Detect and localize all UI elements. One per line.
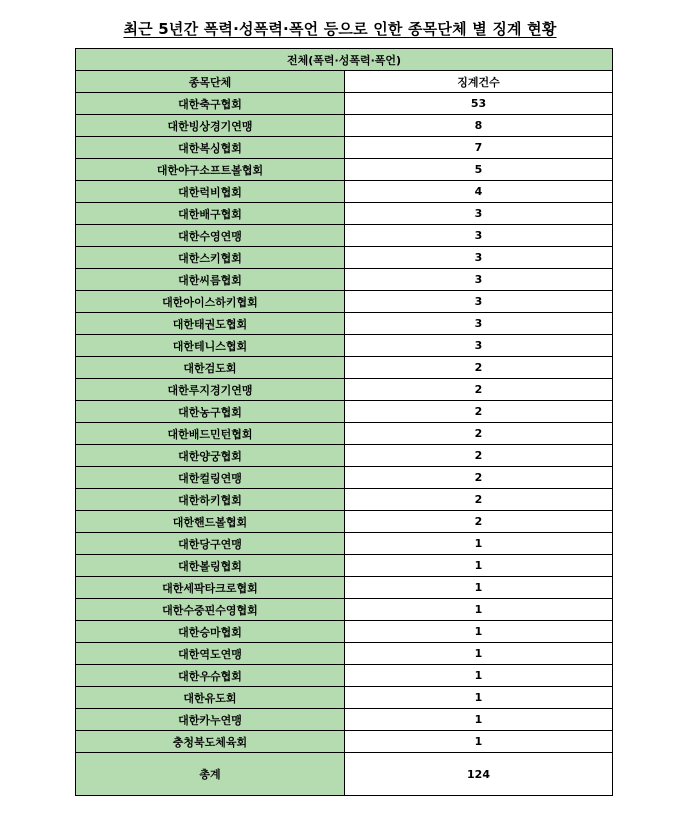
count-cell: 3: [345, 225, 613, 247]
org-cell: 대한컬링연맹: [76, 467, 345, 489]
org-cell: 대한빙상경기연맹: [76, 115, 345, 137]
page-title: [0, 18, 680, 39]
org-cell: 대한승마협회: [76, 621, 345, 643]
count-cell: 3: [345, 247, 613, 269]
table-row: [76, 269, 613, 291]
table-row: [76, 203, 613, 225]
table-row: [76, 357, 613, 379]
table-row: [76, 247, 613, 269]
section-header-row: [76, 49, 613, 71]
org-cell: 대한세팍타크로협회: [76, 577, 345, 599]
total-row: [76, 753, 613, 796]
count-cell: 3: [345, 335, 613, 357]
table-row: [76, 137, 613, 159]
count-cell: 1: [345, 643, 613, 665]
org-cell: 대한농구협회: [76, 401, 345, 423]
column-header-org: 종목단체: [76, 71, 345, 93]
count-cell: 1: [345, 621, 613, 643]
count-cell: 1: [345, 665, 613, 687]
org-cell: 대한카누연맹: [76, 709, 345, 731]
table-row: [76, 555, 613, 577]
count-cell: 3: [345, 291, 613, 313]
total-value: 124: [345, 753, 613, 796]
org-cell: 대한복싱협회: [76, 137, 345, 159]
org-cell: 대한양궁협회: [76, 445, 345, 467]
page-title-text: 최근 5년간 폭력·성폭력·폭언 등으로 인한 종목단체 별 징계 현황: [123, 20, 557, 38]
org-cell: 대한유도회: [76, 687, 345, 709]
count-cell: 1: [345, 687, 613, 709]
section-header: 전체(폭력·성폭력·폭언): [76, 49, 613, 71]
total-label: 총계: [76, 753, 345, 796]
table-row: [76, 467, 613, 489]
count-cell: 1: [345, 709, 613, 731]
table-row: [76, 599, 613, 621]
org-cell: 대한수영연맹: [76, 225, 345, 247]
count-cell: 5: [345, 159, 613, 181]
count-cell: 53: [345, 93, 613, 115]
org-cell: 대한럭비협회: [76, 181, 345, 203]
org-cell: 대한아이스하키협회: [76, 291, 345, 313]
count-cell: 7: [345, 137, 613, 159]
count-cell: 2: [345, 445, 613, 467]
count-cell: 1: [345, 599, 613, 621]
count-cell: 3: [345, 313, 613, 335]
count-cell: 2: [345, 467, 613, 489]
table-row: [76, 401, 613, 423]
table-row: [76, 115, 613, 137]
count-cell: 3: [345, 269, 613, 291]
count-cell: 2: [345, 379, 613, 401]
org-cell: 대한수중핀수영협회: [76, 599, 345, 621]
org-cell: 대한배드민턴협회: [76, 423, 345, 445]
count-cell: 3: [345, 203, 613, 225]
table-row: [76, 511, 613, 533]
count-cell: 1: [345, 731, 613, 753]
count-cell: 2: [345, 423, 613, 445]
count-cell: 2: [345, 357, 613, 379]
table-row: [76, 445, 613, 467]
org-cell: 대한핸드볼협회: [76, 511, 345, 533]
count-cell: 2: [345, 401, 613, 423]
org-cell: 대한스키협회: [76, 247, 345, 269]
org-cell: 대한검도회: [76, 357, 345, 379]
table-row: [76, 225, 613, 247]
table-row: [76, 159, 613, 181]
count-cell: 1: [345, 533, 613, 555]
column-header-count: 징계건수: [345, 71, 613, 93]
table-row: [76, 93, 613, 115]
table-row: [76, 181, 613, 203]
org-cell: 대한태권도협회: [76, 313, 345, 335]
table-row: [76, 577, 613, 599]
count-cell: 2: [345, 489, 613, 511]
org-cell: 대한배구협회: [76, 203, 345, 225]
discipline-table: [75, 48, 613, 796]
table-row: [76, 533, 613, 555]
count-cell: 1: [345, 555, 613, 577]
table-row: [76, 643, 613, 665]
table-row: [76, 335, 613, 357]
table-row: [76, 621, 613, 643]
table-row: [76, 423, 613, 445]
table-row: [76, 687, 613, 709]
count-cell: 1: [345, 577, 613, 599]
table-row: [76, 709, 613, 731]
org-cell: 대한야구소프트볼협회: [76, 159, 345, 181]
org-cell: 대한역도연맹: [76, 643, 345, 665]
table-row: [76, 291, 613, 313]
org-cell: 대한씨름협회: [76, 269, 345, 291]
org-cell: 충청북도체육회: [76, 731, 345, 753]
table-row: [76, 313, 613, 335]
count-cell: 8: [345, 115, 613, 137]
table-row: [76, 379, 613, 401]
org-cell: 대한하키협회: [76, 489, 345, 511]
column-header-row: [76, 71, 613, 93]
org-cell: 대한우슈협회: [76, 665, 345, 687]
count-cell: 4: [345, 181, 613, 203]
table-row: [76, 489, 613, 511]
table-row: [76, 665, 613, 687]
table-row: [76, 731, 613, 753]
org-cell: 대한축구협회: [76, 93, 345, 115]
org-cell: 대한볼링협회: [76, 555, 345, 577]
org-cell: 대한당구연맹: [76, 533, 345, 555]
org-cell: 대한루지경기연맹: [76, 379, 345, 401]
org-cell: 대한테니스협회: [76, 335, 345, 357]
count-cell: 2: [345, 511, 613, 533]
